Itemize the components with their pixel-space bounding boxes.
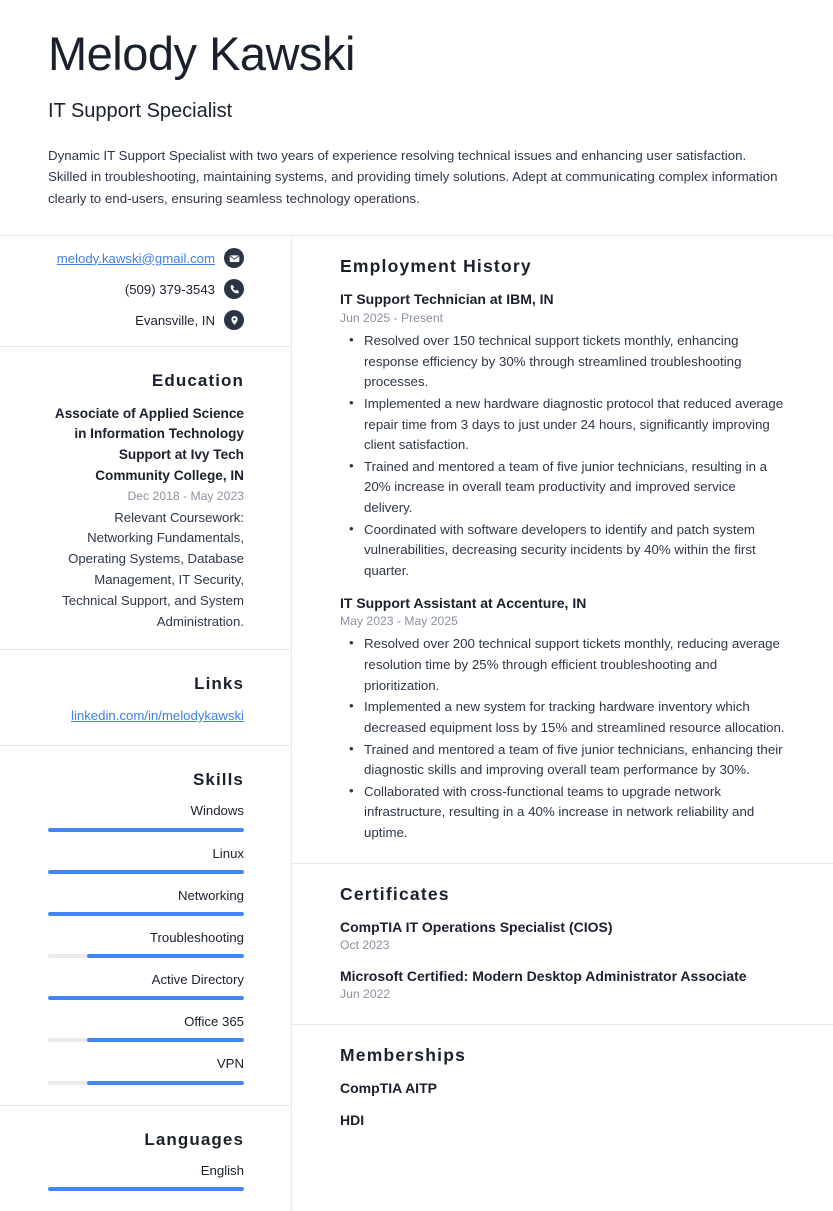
contact-email-link[interactable]: melody.kawski@gmail.com <box>56 250 215 266</box>
certificate-date: Oct 2023 <box>340 938 390 953</box>
job-bullet: • Implemented a new system for tracking hardware inventory which decreased equipment loss by 15% and streamlined resource allocation. <box>362 697 785 738</box>
skill-label: Networking <box>178 887 244 903</box>
skill-item <box>47 1055 244 1084</box>
employment-heading: Employment History <box>340 256 532 277</box>
certificates-list <box>340 918 785 1004</box>
membership-item: CompTIA AITP <box>340 1079 437 1096</box>
skill-level-bar <box>48 828 244 832</box>
job-bullet-list <box>340 331 785 581</box>
language-level-bar <box>48 1187 244 1191</box>
certificate-item <box>340 967 785 1004</box>
education-item <box>47 404 244 633</box>
employment-section <box>292 236 833 862</box>
contact-section <box>0 236 291 346</box>
education-heading: Education <box>151 371 244 391</box>
skill-label: Troubleshooting <box>149 929 244 945</box>
education-degree: Associate of Applied Science in Information Technology Support at Ivy Tech Community College, IN <box>54 405 244 483</box>
skill-level-fill <box>48 912 244 916</box>
education-section <box>0 346 291 648</box>
skills-section <box>0 745 291 1104</box>
certificate-name: Microsoft Certified: Modern Desktop Administrator Associate <box>340 967 747 984</box>
phone-icon <box>224 279 244 299</box>
skill-label: Windows <box>190 803 244 819</box>
job-title: IT Support Assistant at Accenture, IN <box>340 594 587 611</box>
job-bullet: • Trained and mentored a team of five junior technicians, enhancing their diagnostic skills and improving overall team performance by 30%. <box>362 740 785 781</box>
contact-location-row <box>47 310 244 330</box>
languages-section <box>0 1105 291 1211</box>
education-date: Dec 2018 - May 2023 <box>127 489 244 504</box>
certificates-section <box>292 863 833 1024</box>
candidate-job-title: IT Support Specialist <box>48 99 233 122</box>
skills-heading: Skills <box>192 770 244 790</box>
links-section <box>0 649 291 745</box>
language-level-fill <box>48 1187 244 1191</box>
skill-level-fill <box>48 870 244 874</box>
linkedin-link[interactable]: linkedin.com/in/melodykawski <box>71 708 244 724</box>
job-entry <box>340 290 785 581</box>
skill-label: VPN <box>216 1056 244 1072</box>
contact-phone-row[interactable] <box>47 279 244 299</box>
contact-phone-text: (509) 379-3543 <box>124 281 215 297</box>
main-column <box>292 236 833 1211</box>
skill-level-fill <box>87 1038 244 1042</box>
skill-label: Office 365 <box>184 1014 244 1030</box>
skill-label: Active Directory <box>151 972 244 988</box>
certificate-item <box>340 918 785 955</box>
skill-level-fill <box>48 996 244 1000</box>
location-pin-icon <box>224 310 244 330</box>
job-bullet: • Collaborated with cross-functional teams to upgrade network infrastructure, resulting in a 40% increase in network reliability and uptime. <box>362 782 785 844</box>
contact-location-text: Evansville, IN <box>135 312 215 328</box>
link-item[interactable] <box>47 706 244 729</box>
skill-level-bar <box>48 954 244 958</box>
skill-level-fill <box>87 954 244 958</box>
skill-label: Linux <box>212 845 244 861</box>
job-bullet-list <box>340 634 785 843</box>
skill-item <box>47 887 244 916</box>
skill-level-bar <box>48 1038 244 1042</box>
skill-item <box>47 802 244 831</box>
skill-level-fill <box>87 1081 244 1085</box>
skill-level-bar <box>48 1081 244 1085</box>
links-heading: Links <box>194 673 244 693</box>
languages-heading: Languages <box>144 1129 244 1149</box>
skill-item <box>47 929 244 958</box>
memberships-section <box>292 1024 833 1149</box>
certificate-name: CompTIA IT Operations Specialist (CIOS) <box>340 918 613 935</box>
membership-item: HDI <box>340 1112 365 1129</box>
skill-level-fill <box>48 828 244 832</box>
skill-level-bar <box>48 912 244 916</box>
job-bullet: • Resolved over 200 technical support tickets monthly, reducing average resolution time by 25% through efficient troubleshooting and prioritization. <box>362 634 785 696</box>
skill-item <box>47 1013 244 1042</box>
contact-email-row[interactable] <box>47 248 244 268</box>
job-date: May 2023 - May 2025 <box>340 614 458 629</box>
education-description: Relevant Coursework: Networking Fundamentals, Operating Systems, Database Management, IT Security, Technical Support, and System Administration. <box>62 509 244 629</box>
memberships-list <box>340 1079 785 1131</box>
skill-level-bar <box>48 870 244 874</box>
certificates-heading: Certificates <box>340 883 450 904</box>
job-bullet: • Trained and mentored a team of five junior technicians, resulting in a 20% increase in overall team productivity and improved service delivery. <box>362 457 785 519</box>
certificate-date: Jun 2022 <box>340 987 391 1002</box>
candidate-name: Melody Kawski <box>48 27 355 80</box>
job-bullet: • Implemented a new hardware diagnostic protocol that reduced average repair time from 3 days to just under 24 hours, significantly improving client satisfaction. <box>362 394 785 456</box>
languages-list <box>47 1162 244 1191</box>
memberships-heading: Memberships <box>340 1044 467 1065</box>
language-item <box>47 1162 244 1191</box>
skill-item <box>47 845 244 874</box>
language-label: English <box>200 1162 244 1178</box>
profile-summary: Dynamic IT Support Specialist with two years of experience resolving technical issues and enhancing user satisfaction. Skilled in troubleshooting, maintaining systems, and providing timely solutions. Adept at communicating complex information clearly to end-users, ensuring seamless technology operations. <box>48 147 778 206</box>
envelope-icon <box>224 248 244 268</box>
job-title: IT Support Technician at IBM, IN <box>340 291 554 308</box>
job-entry <box>340 594 785 844</box>
job-bullet: • Coordinated with software developers to identify and patch system vulnerabilities, decreasing security incidents by 40% within the first quarter. <box>362 520 785 582</box>
jobs-list <box>340 290 785 843</box>
resume-header <box>0 0 833 235</box>
job-bullet: • Resolved over 150 technical support tickets monthly, enhancing response efficiency by 30% through streamlined troubleshooting processes. <box>362 331 785 393</box>
skills-list <box>47 802 244 1084</box>
sidebar-column <box>0 236 292 1211</box>
skill-item <box>47 971 244 1000</box>
resume-body <box>0 236 833 1211</box>
job-date: Jun 2025 - Present <box>340 311 443 326</box>
skill-level-bar <box>48 996 244 1000</box>
